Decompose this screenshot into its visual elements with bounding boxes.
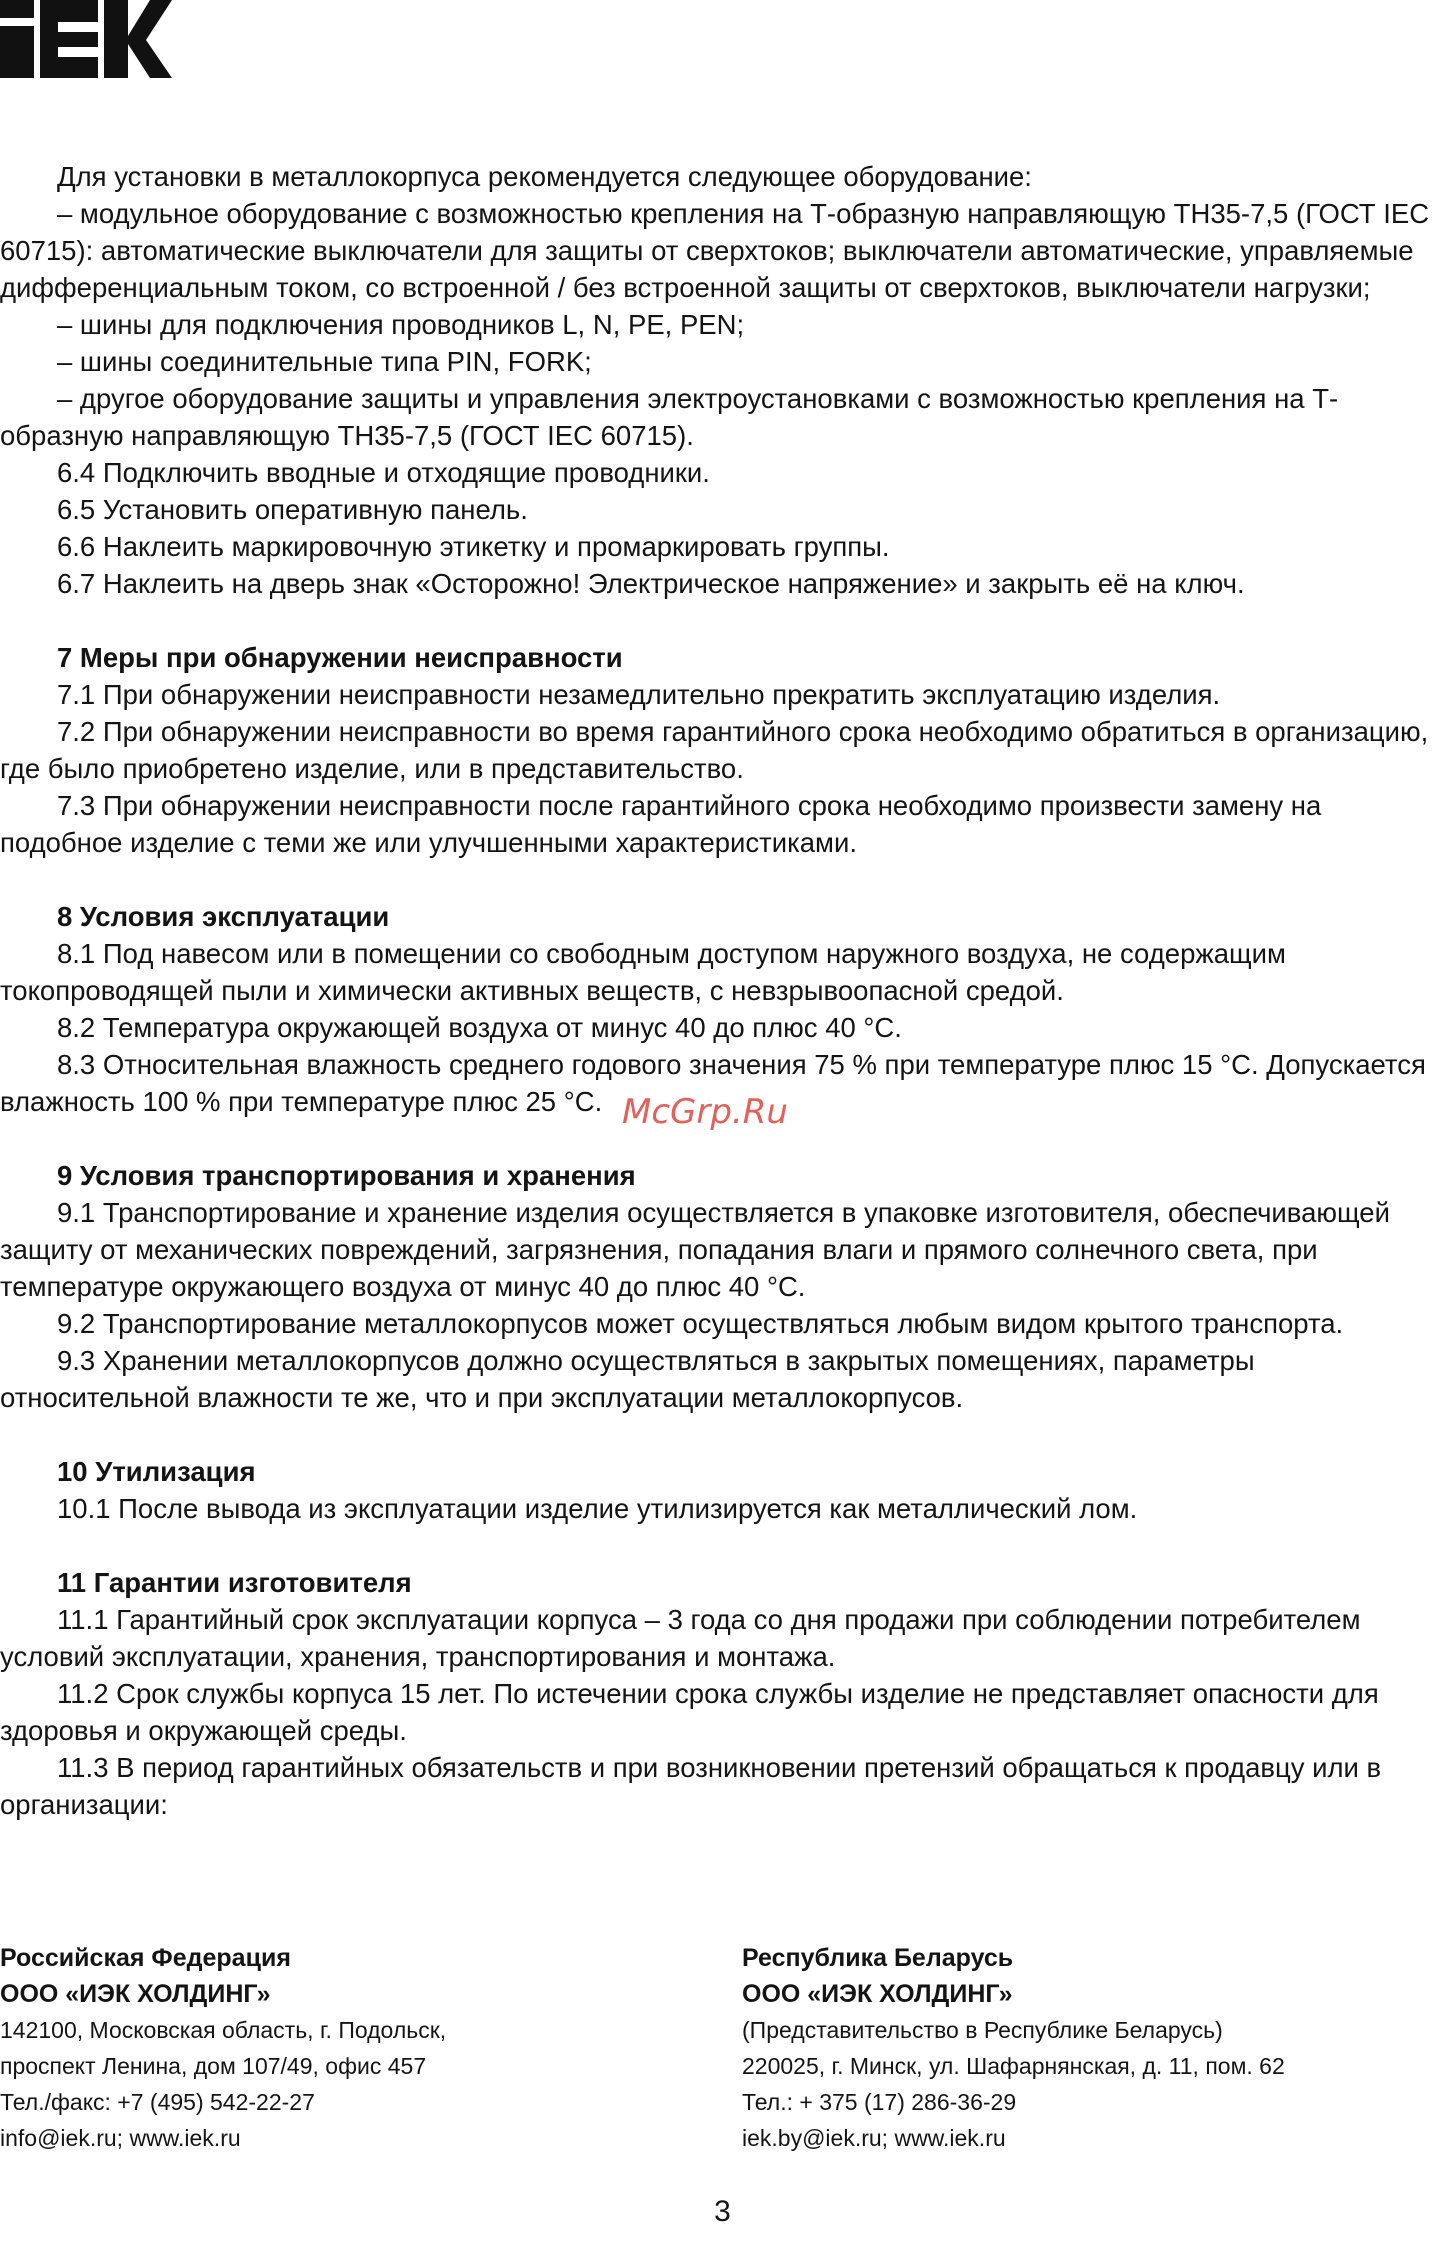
intro-item: – шины соединительные типа PIN, FORK;: [57, 346, 592, 377]
step-6-5: 6.5 Установить оперативную панель.: [57, 494, 528, 525]
paragraph-11-1: 11.1 Гарантийный срок эксплуатации корпуса – 3 года со дня продажи при соблюдении потребителем условий эксплуатации, хранения, транспортирования и монтажа.: [0, 1604, 1361, 1672]
section-9-heading: 9 Условия транспортирования и хранения: [57, 1160, 636, 1191]
paragraph-7-2: 7.2 При обнаружении неисправности во время гарантийного срока необходимо обратиться в организацию, где было приобретено изделие, или в представительство.: [0, 716, 1429, 784]
contact-country: Российская Федерация: [0, 1944, 291, 1972]
contact-phone: Тел.: + 375 (17) 286-36-29: [742, 2089, 1017, 2115]
intro-item: – шины для подключения проводников L, N, PE, PEN;: [57, 309, 745, 340]
contact-line: 220025, г. Минск, ул. Шафарнянская, д. 11, пом. 62: [742, 2053, 1285, 2079]
contact-company: ООО «ИЭК ХОЛДИНГ»: [0, 1980, 271, 2008]
paragraph-10-1: 10.1 После вывода из эксплуатации изделие утилизируется как металлический лом.: [57, 1493, 1138, 1524]
intro-item: – другое оборудование защиты и управления электроустановками с возможностью крепления на Т-образную направляющую ТН35-7,5 (ГОСТ IEC 60715).: [0, 383, 1339, 451]
section-10-heading: 10 Утилизация: [57, 1456, 256, 1487]
paragraph-11-2: 11.2 Срок службы корпуса 15 лет. По истечении срока службы изделие не представляет опасности для здоровья и окружающей среды.: [0, 1678, 1379, 1746]
paragraph-9-1: 9.1 Транспортирование и хранение изделия осуществляется в упаковке изготовителя, обеспечивающей защиту от механических повреждений, загрязнения, попадания влаги и прямого солнечного света, при температуре окружающего воздуха от минус 40 до плюс 40 °С.: [0, 1197, 1390, 1302]
contact-russia: [0, 1940, 446, 2156]
paragraph-9-2: 9.2 Транспортирование металлокорпусов может осуществляться любым видом крытого транспорта.: [57, 1308, 1344, 1339]
section-7-heading: 7 Меры при обнаружении неисправности: [57, 642, 623, 673]
contact-email-web[interactable]: info@iek.ru; www.iek.ru: [0, 2125, 241, 2151]
watermark: McGrp.Ru: [622, 1092, 788, 1132]
step-6-6: 6.6 Наклеить маркировочную этикетку и промаркировать группы.: [57, 531, 890, 562]
paragraph-8-1: 8.1 Под навесом или в помещении со свободным доступом наружного воздуха, не содержащим токопроводящей пыли и химически активных веществ, с невзрывоопасной средой.: [0, 938, 1286, 1006]
intro-item: – модульное оборудование с возможностью крепления на Т-образную направляющую ТН35-7,5 (ГОСТ IEC 60715): автоматические выключатели для защиты от сверхтоков; выключатели автоматические, управляемые дифференциальным током, со встроенной / без встроенной защиты от сверхтоков, выключатели нагрузки;: [0, 198, 1430, 303]
section-8-heading: 8 Условия эксплуатации: [57, 901, 390, 932]
document-body: [0, 158, 1440, 1823]
contact-company: ООО «ИЭК ХОЛДИНГ»: [742, 1980, 1013, 2008]
page-number: 3: [714, 2195, 731, 2228]
contact-phone: Тел./факс: +7 (495) 542-22-27: [0, 2089, 315, 2115]
contact-line: проспект Ленина, дом 107/49, офис 457: [0, 2053, 427, 2079]
paragraph-7-3: 7.3 При обнаружении неисправности после гарантийного срока необходимо произвести замену на подобное изделие с теми же или улучшенными характеристиками.: [0, 790, 1322, 858]
iek-logo: [0, 0, 172, 80]
section-11-heading: 11 Гарантии изготовителя: [57, 1567, 412, 1598]
paragraph-9-3: 9.3 Хранении металлокорпусов должно осуществляться в закрытых помещениях, параметры относительной влажности те же, что и при эксплуатации металлокорпусов.: [0, 1345, 1255, 1413]
contact-line: 142100, Московская область, г. Подольск,: [0, 2017, 447, 2043]
intro-lead: Для установки в металлокорпуса рекомендуется следующее оборудование:: [57, 161, 1032, 192]
paragraph-8-3: 8.3 Относительная влажность среднего годового значения 75 % при температуре плюс 15 °С. Допускается влажность 100 % при температуре плюс 25 °С.: [0, 1049, 1426, 1117]
paragraph-8-2: 8.2 Температура окружающей воздуха от минус 40 до плюс 40 °С.: [57, 1012, 902, 1043]
contact-country: Республика Беларусь: [742, 1944, 1014, 1972]
contact-belarus: [742, 1940, 1285, 2156]
paragraph-7-1: 7.1 При обнаружении неисправности незамедлительно прекратить эксплуатацию изделия.: [57, 679, 1221, 710]
paragraph-11-3: 11.3 В период гарантийных обязательств и при возникновении претензий обращаться к продавцу или в организации:: [0, 1752, 1382, 1820]
contact-email-web[interactable]: iek.by@iek.ru; www.iek.ru: [742, 2125, 1006, 2151]
step-6-7: 6.7 Наклеить на дверь знак «Осторожно! Электрическое напряжение» и закрыть её на ключ.: [57, 568, 1245, 599]
step-6-4: 6.4 Подключить вводные и отходящие проводники.: [57, 457, 710, 488]
contact-line: (Представительство в Республике Беларусь): [742, 2017, 1223, 2043]
